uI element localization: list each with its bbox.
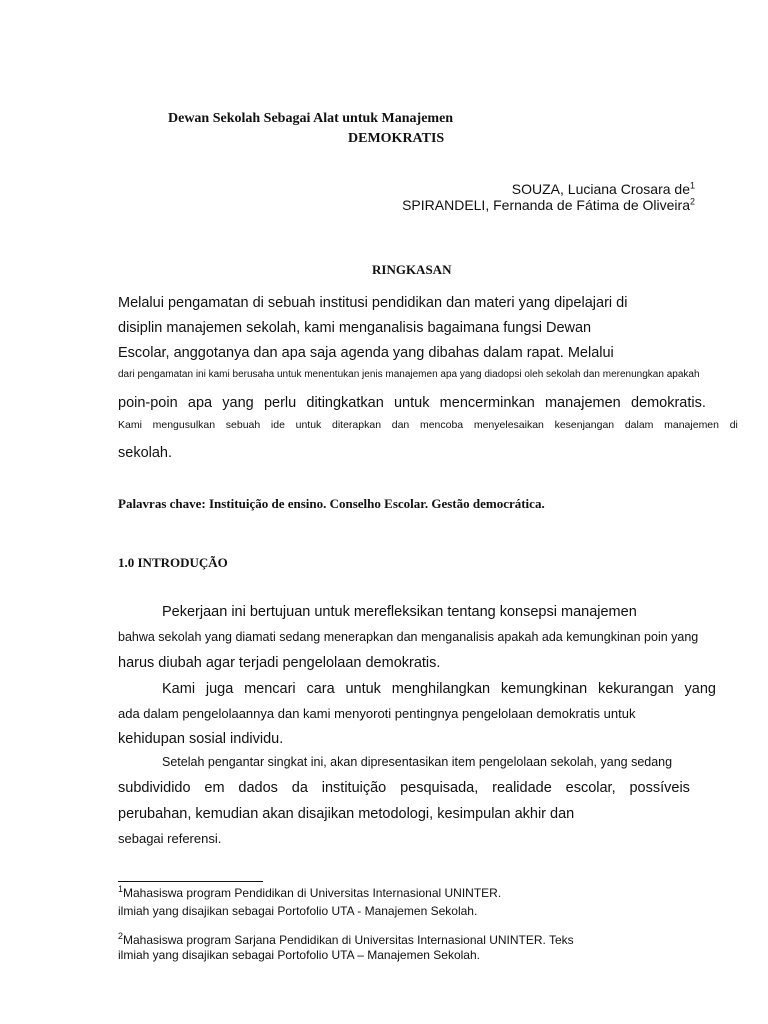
title-line-1: Dewan Sekolah Sebagai Alat untuk Manajemen [168,111,454,126]
word: ditingkatkan [306,395,384,411]
intro-line-justified [162,681,716,697]
word: Kami [118,419,142,431]
word: realidade [492,780,552,796]
author-1: SOUZA, Luciana Crosara $de^1$ [511,180,695,197]
word: pesquisada, [400,780,479,796]
word: yang [684,681,716,697]
word: mencoba [419,419,464,431]
word: escolar, [565,780,616,796]
title-line-2: DEMOKRATIS [348,131,445,146]
abstract-line: dari pengamatan ini kami berusaha untuk menentukan jenis manajemen apa yang diadopsi oleh sekolah dan merenungkan apakah [118,369,700,380]
intro-line: perubahan, kemudian akan disajikan metodologi, kesimpulan akhir dan [118,806,575,822]
abstract-line: disiplin manajemen sekolah, kami menganalisis bagaimana fungsi Dewan [118,320,592,336]
word: em [204,780,225,796]
keywords: Palavras chave: Instituição de ensino. Conselho Escolar. Gestão democrática. [118,496,545,511]
intro-line: sebagai referensi. [118,831,222,846]
word: juga [205,681,234,697]
word: da [291,780,308,796]
word: mencari [244,681,296,697]
word: menyelesaikan [473,419,544,431]
abstract-line: Melalui pengamatan di sebuah institusi pendidikan dan materi yang dipelajari di [118,295,628,311]
word: poin-poin [118,395,178,411]
author-2: SPIRANDELI, Fernanda de Fátima de Oliveira$^2$ [402,196,695,213]
word: instituição [321,780,387,796]
word: sebuah [225,419,261,431]
word: possíveis [629,780,690,796]
section-heading-introduction: 1.0 INTRODUÇÃO [118,555,228,570]
word: mencerminkan [439,395,535,411]
abstract-line: Escolar, anggotanya dan apa saja agenda yang dibahas dalam rapat. Melalui [118,345,614,361]
word: kesenjangan [554,419,615,431]
intro-line: harus diubah agar terjadi pengelolaan demokratis. [118,655,441,671]
abstract-heading: RINGKASAN [372,262,452,277]
intro-line: bahwa sekolah yang diamati sedang menerapkan dan menganalisis apakah ada kemungkinan poin yang [118,630,699,644]
word: mengusulkan [152,419,216,431]
word: yang [222,395,254,411]
word: ide [270,419,285,431]
footnote-2-continuation: ilmiah yang disajikan sebagai Portofolio UTA – Manajemen Sekolah. [118,948,480,962]
word: Kami [162,681,196,697]
word: manajemen [664,419,719,431]
word: dan [391,419,410,431]
intro-line: kehidupan sosial individu. [118,731,284,747]
word: untuk [345,681,381,697]
abstract-line-justified [118,419,738,431]
word: manajemen [544,395,621,411]
footnote-1-continuation: ilmiah yang disajikan sebagai Portofolio UTA - Manajemen Sekolah. [118,904,478,918]
intro-line: Pekerjaan ini bertujuan untuk merefleksikan tentang konsepsi manajemen [162,604,637,620]
word: dalam [624,419,654,431]
word: dados [238,780,278,796]
word: untuk [393,395,430,411]
word: untuk [295,419,322,431]
intro-line-justified [118,780,690,796]
footnote-2: $^2$Mahasiswa program Sarjana Pendidikan di Universitas Internasional UNINTER. Teks [118,931,574,947]
intro-line: Setelah pengantar singkat ini, akan dipresentasikan item pengelolaan sekolah, yang sedang [162,755,673,769]
intro-line: ada dalam pengelolaannya dan kami menyoroti pentingnya pengelolaan demokratis untuk [118,706,636,721]
word: diterapkan [332,419,382,431]
word: di [729,419,738,431]
word: subdividido [118,780,191,796]
word: demokratis. [630,395,706,411]
word: menghilangkan [391,681,491,697]
abstract-line: sekolah. [118,445,173,461]
word: perlu [263,395,297,411]
footnote-separator [118,881,263,882]
abstract-line-justified [118,395,706,411]
word: kekurangan [597,681,674,697]
word: cara [306,681,335,697]
footnote-1: $^1$Mahasiswa program Pendidikan di Universitas Internasional UNINTER. [118,884,502,900]
word: kemungkinan [500,681,588,697]
word: apa [187,395,213,411]
